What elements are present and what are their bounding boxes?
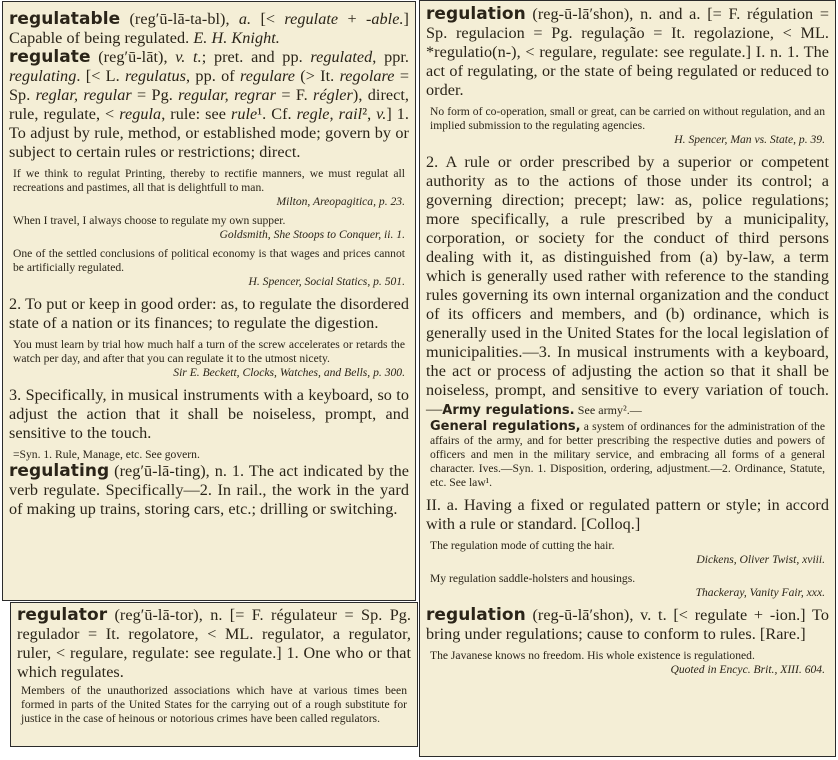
headword-regulation-verb: regulation	[426, 605, 526, 625]
quote-thackeray: My regulation saddle-holsters and housings. Thackeray, Vanity Fair, xxx.	[430, 572, 825, 599]
entry-regulation-noun: regulation (reg-ū-lā′shon), n. and a. [= F. régulation = Sp. regulacion = Pg. regulação = It. regolazione, < ML. *regulatio(n-), < regulare, regulate: see regulate.] I. n. 1. The act of regulating, or the state of being regulated or reduced to order.	[426, 4, 829, 99]
entry-regulator: regulator (reg′ū-lā-tor), n. [= F. régulateur = Sp. Pg. regulador = It. regolatore, < ML. regulator, a regulator, ruler, < regulare, regulate: see regulate.] 1. One who or that which regulates.	[17, 605, 411, 681]
quote-encyc-brit: The Javanese knows no freedom. His whole existence is regulationed. Quoted in Encyc. Brit., XIII. 604.	[430, 649, 825, 676]
dictionary-clip-left-top	[2, 1, 416, 601]
entry-regulatable: regulatable (reg′ū-lā-ta-bl), a. [< regulate + -able.] Capable of being regulated. E. H. Knight.	[9, 9, 409, 47]
dictionary-clip-right	[419, 0, 836, 757]
sense-2-regulate: 2. To put or keep in good order: as, to regulate the disordered state of a nation or its finances; to regulate the digestion.	[9, 295, 409, 332]
headword-regulation: regulation	[426, 4, 526, 24]
citation: Milton, Areopagitica, p. 23.	[276, 195, 405, 208]
citation: Sir E. Beckett, Clocks, Watches, and Bells, p. 300.	[173, 366, 405, 379]
quote-regulators: Members of the unauthorized associations which have at various times been formed in parts of the United States for the carrying out of a rough substitute for justice in the case of heinous or notorious crimes have been called regulators.	[21, 684, 407, 725]
entry-regulation-verb: regulation (reg-ū-lā′shon), v. t. [< regulate + -ion.] To bring under regulations; cause to conform to rules. [Rare.]	[426, 605, 829, 643]
sense-2-regulation: 2. A rule or order prescribed by a superior or competent authority as to the actions of those under its control; a governing direction; precept; law: as, police regulations; more specifically, a rule prescribed by a municipality, corporation, or society for the conduct of third persons dealing with it, as distinguished from (a) by-law, a term which is generally used rather with reference to the standing rules governing its own internal organization and the conduct of its officers and members, and (b) ordinance, which is generally used in the United States for the local legislation of municipalities.—3. In musical instruments with a keyboard, the act or process of adjusting the action so that it shall be noiseless, prompt, and sensitive to every variation of touch.—Army regulations. See army².—	[426, 153, 829, 418]
headword-regulating: regulating	[9, 461, 110, 481]
quote-milton: If we think to regulat Printing, thereby to rectifie manners, we must regulat all recreations and pastimes, all that is delightfull to man. Milton, Areopagitica, p. 23.	[13, 167, 405, 208]
quote-beckett: You must learn by trial how much half a turn of the screw accelerates or retards the watch per day, and after that you can regulate it to the utmost nicety. Sir E. Beckett, Clocks, Watches, and Bells, p. 300.	[13, 338, 405, 379]
subentry-general-regulations: General regulations, a system of ordinances for the administration of the affairs of the army, and for better prescribing the respective duties and powers of officers and men in the military service, and embracing all forms of a general character. Ives.—Syn. 1. Disposition, ordering, adjustment.—2. Ordinance, Statute, etc. See law¹.	[430, 419, 826, 489]
dictionary-clip-left-bottom	[10, 602, 418, 747]
citation: H. Spencer, Man vs. State, p. 39.	[674, 133, 825, 146]
headword-regulate: regulate	[9, 47, 91, 67]
quote-goldsmith: When I travel, I always choose to regulate my own supper. Goldsmith, She Stoops to Conquer, ii. 1.	[13, 214, 405, 241]
quote-spencer-state: No form of co-operation, small or great, can be carried on without regulation, and an implied submission to the regulating agencies. H. Spencer, Man vs. State, p. 39.	[430, 105, 825, 146]
citation: H. Spencer, Social Statics, p. 501.	[248, 275, 405, 288]
citation: Dickens, Oliver Twist, xviii.	[696, 553, 825, 566]
subentry-army-regulations: Army regulations.	[442, 403, 575, 418]
sense-II-regulation: II. a. Having a fixed or regulated pattern or style; in accord with a rule or standard. [Colloq.]	[426, 496, 829, 533]
citation: Thackeray, Vanity Fair, xxx.	[695, 586, 825, 599]
headword-regulatable: regulatable	[9, 9, 121, 29]
headword-regulator: regulator	[17, 605, 108, 625]
entry-regulate: regulate (reg′ū-lāt), v. t.; pret. and pp. regulated, ppr. regulating. [< L. regulatus, pp. of regulare (> It. regolare = Sp. reglar, regular = Pg. regular, regrar = F. régler), direct, rule, regulate, < regula, rule: see rule¹. Cf. regle, rail², v.] 1. To adjust by rule, method, or established mode; govern by or subject to certain rules or restrictions; direct.	[9, 47, 410, 161]
quote-spencer-statics: One of the settled conclusions of political economy is that wages and prices cannot be artificially regulated. H. Spencer, Social Statics, p. 501.	[13, 247, 405, 288]
entry-regulating: regulating (reg′ū-lā-ting), n. 1. The act indicated by the verb regulate. Specifically—2. In rail., the work in the yard of making up trains, storing cars, etc.; drilling or switching.	[9, 461, 409, 518]
sense-3-regulate: 3. Specifically, in musical instruments with a keyboard, so to adjust the action that it shall be noiseless, prompt, and sensitive to the touch.	[9, 386, 409, 442]
synonyms-regulate: =Syn. 1. Rule, Manage, etc. See govern.	[13, 448, 200, 461]
citation: Quoted in Encyc. Brit., XIII. 604.	[670, 663, 825, 676]
citation: Goldsmith, She Stoops to Conquer, ii. 1.	[219, 228, 405, 241]
quote-dickens: The regulation mode of cutting the hair. Dickens, Oliver Twist, xviii.	[430, 539, 825, 566]
